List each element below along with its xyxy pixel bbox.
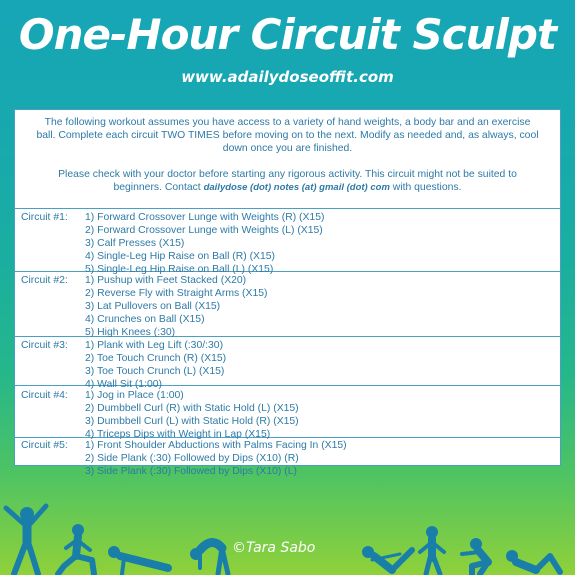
exercise-item: 5) High Knees (:30)	[85, 327, 176, 338]
exercise-item: 3) Toe Touch Crunch (L) (X15)	[85, 366, 225, 377]
circuit-1	[15, 209, 560, 275]
disclaimer-paragraph	[35, 168, 540, 194]
exercise-item: 3) Lat Pullovers on Ball (X15)	[85, 301, 221, 312]
pushup-figure-icon	[108, 546, 168, 574]
exercise-item: 2) Toe Touch Crunch (R) (X15)	[85, 353, 227, 364]
bent-over-figure-icon	[190, 542, 228, 574]
exercise-list	[85, 386, 560, 440]
exercise-item: 4) Triceps Dips with Weight in Lap (X15)	[85, 429, 271, 440]
circuit-label: Circuit #4:	[21, 390, 68, 401]
poster-title: One-Hour Circuit Sculpt	[18, 10, 557, 59]
circuit-3	[15, 337, 560, 390]
contact-email: dailydose (dot) notes (at) gmail (dot) com	[203, 182, 390, 193]
exercise-item: 2) Dumbbell Curl (R) with Static Hold (L) (X15)	[85, 403, 299, 414]
exercise-item: 1) Front Shoulder Abductions with Palms Facing In (X15)	[85, 440, 347, 451]
exercise-item: 2) Reverse Fly with Straight Arms (X15)	[85, 288, 268, 299]
circuit-5	[15, 438, 560, 477]
exercise-list	[85, 337, 560, 390]
disclaimer-text: Please check with your doctor before starting any rigorous activity. This circuit might not be suited to beginners. Contact	[58, 169, 517, 193]
workout-panel	[14, 109, 561, 477]
copyright-text: ©Tara Sabo	[232, 540, 316, 556]
exercise-item: 1) Forward Crossover Lunge with Weights (R) (X15)	[85, 212, 325, 223]
circuit-label: Circuit #1:	[21, 212, 68, 223]
exercise-item: 2) Forward Crossover Lunge with Weights (L) (X15)	[85, 225, 323, 236]
disclaimer-text-end: with questions.	[389, 182, 462, 193]
exercise-list	[85, 209, 560, 275]
exercise-item: 1) Plank with Leg Lift (:30/:30)	[85, 340, 224, 351]
exercise-item: 4) Wall Sit (1:00)	[85, 379, 162, 390]
website-url: www.adailydoseoffit.com	[181, 68, 394, 86]
circuit-label: Circuit #2:	[21, 275, 68, 286]
exercise-silhouettes	[0, 490, 575, 575]
circuit-4	[15, 386, 560, 438]
exercise-item: 3) Side Plank (:30) Followed by Dips (X10) (L)	[85, 466, 297, 477]
jumping-figure-icon	[6, 506, 46, 574]
exercise-item: 5) Single-Leg Hip Raise on Ball (L) (X15)	[85, 264, 274, 275]
crunch-figure-icon	[506, 550, 560, 572]
circuit-label: Circuit #5:	[21, 440, 68, 451]
circuit-2	[15, 272, 560, 337]
exercise-item: 1) Jog in Place (1:00)	[85, 390, 184, 401]
exercise-item: 3) Dumbbell Curl (L) with Static Hold (R) (X15)	[85, 416, 299, 427]
exercise-item: 4) Crunches on Ball (X15)	[85, 314, 205, 325]
exercise-item: 1) Pushup with Feet Stacked (X20)	[85, 275, 247, 286]
exercise-item: 4) Single-Leg Hip Raise on Ball (R) (X15)	[85, 251, 275, 262]
exercise-item: 2) Side Plank (:30) Followed by Dips (X10) (R)	[85, 453, 299, 464]
exercise-list	[85, 272, 560, 336]
squat-figure-icon	[462, 538, 488, 574]
circuit-label: Circuit #3:	[21, 340, 68, 351]
lunge-figure-icon	[58, 524, 94, 574]
exercise-item: 3) Calf Presses (X15)	[85, 238, 185, 249]
exercise-list	[85, 438, 560, 477]
v-sit-figure-icon	[362, 546, 412, 570]
intro-section	[15, 110, 560, 209]
standing-figure-icon	[420, 526, 444, 574]
intro-paragraph: The following workout assumes you have access to a variety of hand weights, a body bar and an exercise ball. Complete each circuit TWO TIMES before moving on to the next. Modify as needed and, as always, cool down once you are finished.	[36, 117, 539, 154]
